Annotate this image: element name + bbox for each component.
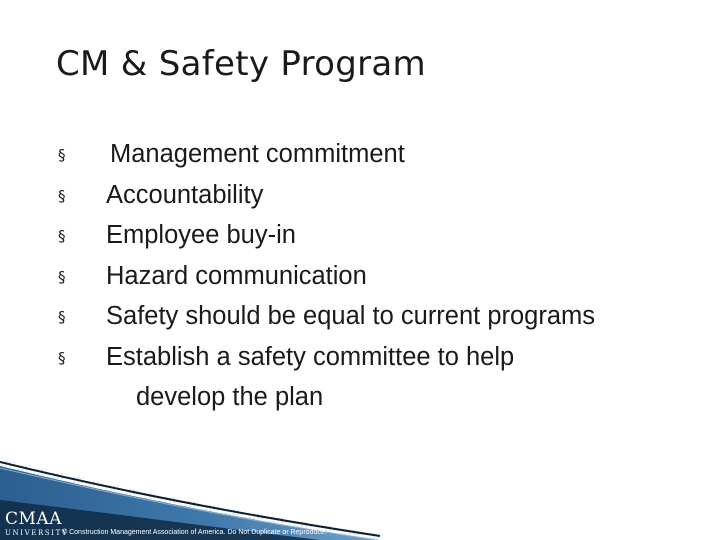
bullet-marker: §: [58, 146, 66, 164]
bullet-text: Management commitment: [110, 140, 405, 168]
bullet-text: Safety should be equal to current programs: [106, 302, 596, 330]
bullet-text: Establish a safety committee to help: [106, 342, 515, 371]
copyright-notice: © Construction Management Association of America. Do Not Duplicate or Reproduce.: [62, 529, 327, 536]
cmaa-logo: CMAA: [5, 509, 62, 529]
cmaa-logo-subtitle: UNIVERSITY: [5, 529, 69, 537]
bullet-text: Employee buy-in: [106, 221, 296, 249]
bullet-marker: §: [58, 227, 66, 245]
bullet-continuation: develop the plan: [136, 382, 324, 411]
bullet-marker: §: [58, 308, 66, 326]
footer-swoosh-graphic: [0, 440, 720, 540]
bullet-marker: §: [58, 348, 66, 367]
bullet-marker: §: [58, 267, 66, 286]
bullet-text: Hazard communication: [106, 261, 367, 290]
bullet-marker: §: [58, 186, 66, 205]
slide-title: CM & Safety Program: [56, 44, 426, 84]
bullet-text: Accountability: [106, 180, 264, 209]
